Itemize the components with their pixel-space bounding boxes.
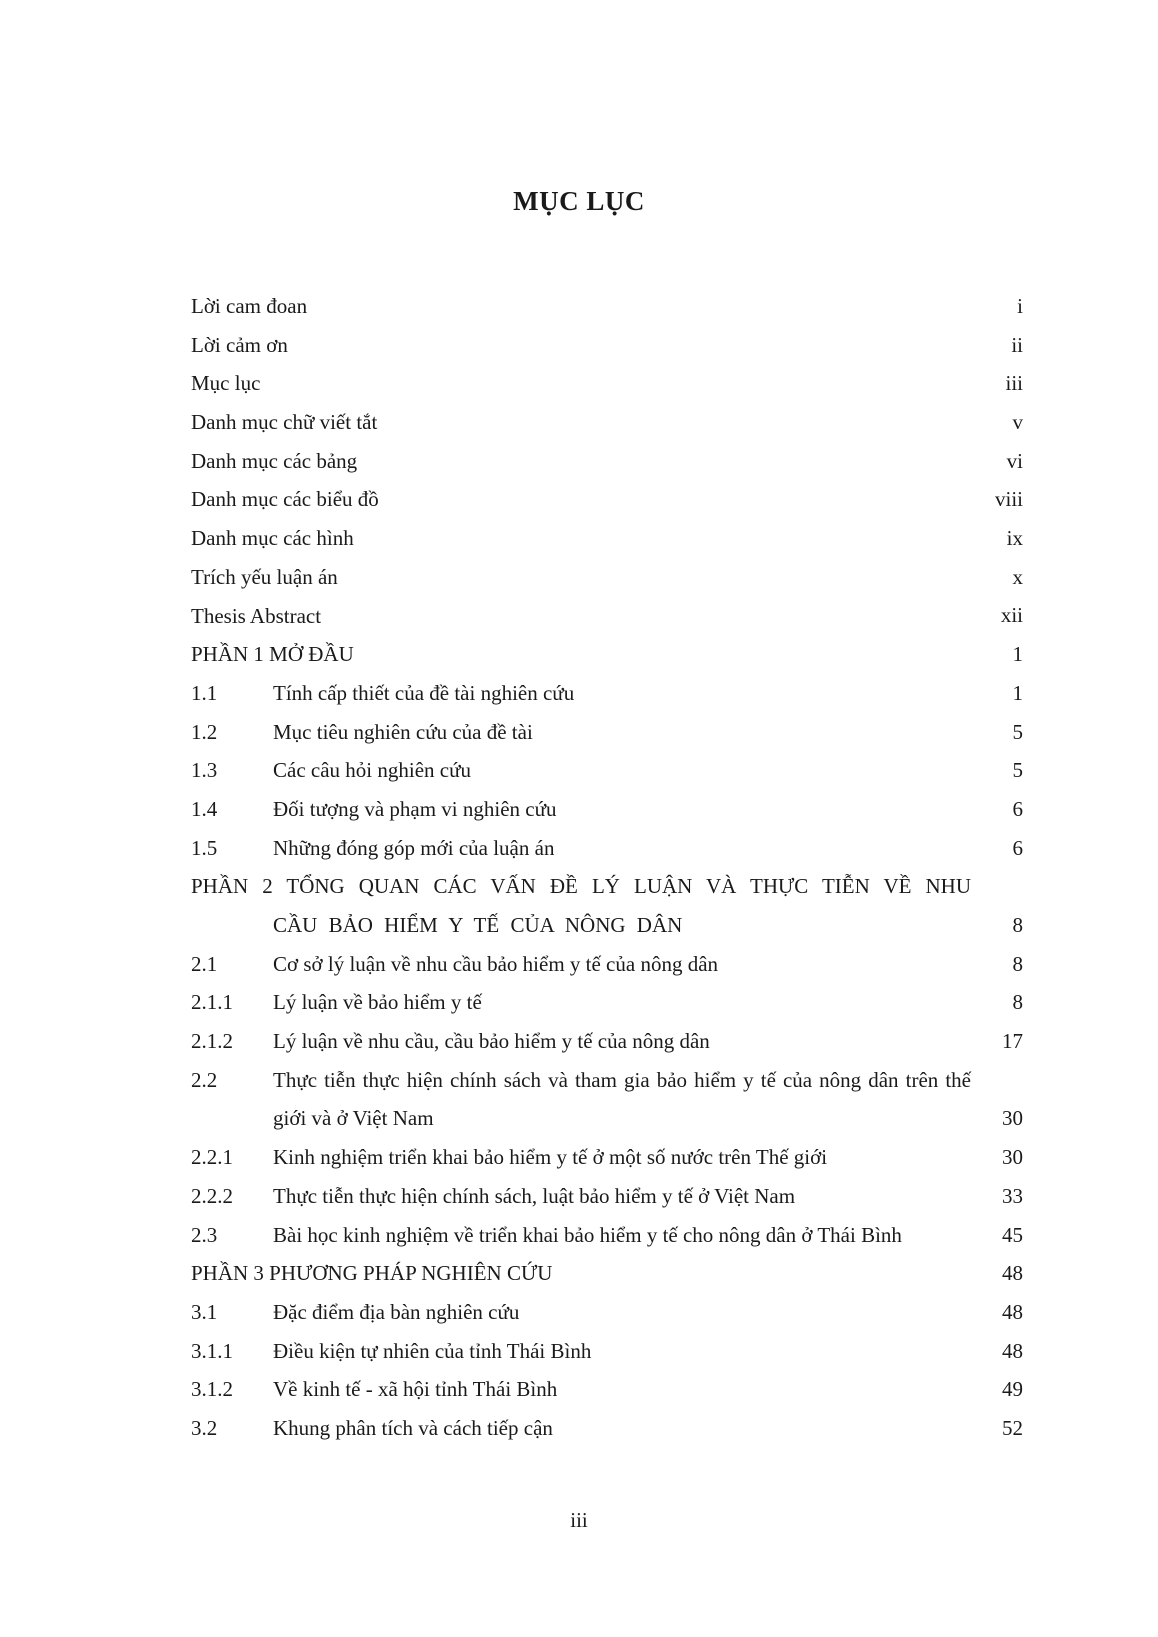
toc-entry-page: 8: [1012, 913, 1023, 938]
toc-entry-page: 33: [1002, 1183, 1023, 1208]
toc-entry-text: Khung phân tích và cách tiếp cận: [273, 1416, 553, 1440]
toc-entry: [191, 713, 1023, 752]
toc-entry: [191, 519, 1023, 558]
toc-entry: [191, 597, 1023, 636]
toc-entry-text: Mục lục: [191, 371, 261, 396]
toc-entry: [191, 326, 1023, 365]
toc-entry-number: 2.2.1: [191, 1145, 233, 1170]
toc-entry: [191, 1138, 1023, 1177]
toc-entry-page: 6: [1012, 796, 1023, 821]
toc-entry-text: Trích yếu luận án: [191, 564, 338, 589]
toc-entry-number: 2.1.2: [191, 1029, 233, 1054]
toc-entry-text: Cơ sở lý luận về nhu cầu bảo hiểm y tế của nông dân: [273, 951, 719, 976]
toc-entry-text: Lý luận về nhu cầu, cầu bảo hiểm y tế của nông dân: [273, 1029, 710, 1054]
toc-entry: [191, 364, 1023, 403]
toc-part-heading: [191, 867, 1023, 944]
toc-entry-page: v: [1012, 410, 1023, 435]
toc-entry: [191, 403, 1023, 442]
toc-entry-text: Đối tượng và phạm vi nghiên cứu: [273, 796, 557, 821]
toc-entry-page: viii: [994, 487, 1023, 512]
toc-entry: [191, 1177, 1023, 1216]
toc-entry-text: Lời cam đoan: [191, 294, 308, 318]
toc-entry: [191, 829, 1023, 868]
toc-entry: [191, 558, 1023, 597]
toc-entry-number: 2.2: [191, 1067, 218, 1092]
toc-entry-number: 3.1.1: [191, 1338, 233, 1363]
toc-entry-text: PHẦN 2 TỔNG QUAN CÁC VẤN ĐỀ LÝ LUẬN VÀ THỰC TIỄN VỀ NHU CẦU BẢO HIỂM Y TẾ CỦA NÔNG DÂN: [191, 874, 971, 938]
toc-entry-text: Những đóng góp mới của luận án: [273, 835, 555, 860]
toc-entry-text: Thực tiễn thực hiện chính sách và tham gia bảo hiểm y tế của nông dân trên thế giới và ở Việt Nam: [273, 1067, 971, 1131]
toc-entry-text: PHẦN 1 MỞ ĐẦU: [191, 642, 354, 667]
toc-entry-page: 6: [1012, 835, 1023, 860]
toc-entry: [191, 1061, 1023, 1138]
toc-entry-page: 49: [1002, 1377, 1023, 1402]
toc-entry-number: 3.2: [191, 1416, 218, 1440]
toc-entry-text: Bài học kinh nghiệm về triển khai bảo hiểm y tế cho nông dân ở Thái Bình: [273, 1222, 902, 1247]
toc-entry: [191, 945, 1023, 984]
toc-entry-page: 8: [1012, 990, 1023, 1015]
toc-entry: [191, 442, 1023, 481]
toc-part-heading: [191, 1254, 1023, 1293]
toc-entry-page: i: [1017, 293, 1023, 318]
toc-entry-text: Lời cảm ơn: [191, 332, 288, 357]
toc-entry: [191, 287, 1023, 326]
toc-entry: [191, 674, 1023, 713]
toc-entry: [191, 1022, 1023, 1061]
toc-entry-page: ix: [1006, 526, 1023, 551]
toc-entry-number: 2.2.2: [191, 1183, 233, 1208]
toc-entry-text: Tính cấp thiết của đề tài nghiên cứu: [273, 680, 575, 705]
toc-entry-number: 2.3: [191, 1222, 218, 1247]
toc-entry-text: Đặc điểm địa bàn nghiên cứu: [273, 1299, 520, 1324]
toc-entry-number: 1.5: [191, 835, 218, 860]
toc-entry-page: 48: [1002, 1338, 1023, 1363]
toc-entry-page: 52: [1002, 1415, 1023, 1440]
toc-entry-page: 17: [1002, 1029, 1023, 1054]
toc-entry-text: Về kinh tế - xã hội tỉnh Thái Bình: [273, 1377, 558, 1402]
toc-entry-page: 5: [1012, 758, 1023, 783]
toc-entry-page: 1: [1012, 642, 1023, 667]
toc-entry: [191, 751, 1023, 790]
toc-entry-number: 2.1: [191, 951, 218, 976]
toc-entry-number: 3.1.2: [191, 1377, 233, 1402]
toc-entry-page: x: [1012, 564, 1023, 589]
toc-entry-page: 30: [1002, 1145, 1023, 1170]
toc-entry: [191, 790, 1023, 829]
toc-entry-number: 1.4: [191, 796, 218, 821]
toc-entry-number: 2.1.1: [191, 990, 233, 1015]
toc-entry-page: ii: [1011, 332, 1023, 357]
toc-entry-page: 48: [1002, 1299, 1023, 1324]
toc-entry-page: 45: [1002, 1222, 1023, 1247]
toc-entry-text: Điều kiện tự nhiên của tỉnh Thái Bình: [273, 1338, 592, 1363]
toc-entry-page: 5: [1012, 719, 1023, 744]
toc-entry-page: iii: [1005, 371, 1023, 396]
toc-entry-page: 8: [1012, 951, 1023, 976]
toc-entry: [191, 1293, 1023, 1332]
toc-entry-number: 1.1: [191, 680, 218, 705]
page-number: iii: [570, 1508, 588, 1532]
toc-entry-text: PHẦN 3 PHƯƠNG PHÁP NGHIÊN CỨU: [191, 1261, 553, 1286]
toc-entry-text: Danh mục các bảng: [191, 448, 358, 473]
page-title: MỤC LỤC: [513, 186, 645, 216]
toc-entry-text: Mục tiêu nghiên cứu của đề tài: [273, 719, 533, 744]
toc-entry-text: Thực tiễn thực hiện chính sách, luật bảo hiểm y tế ở Việt Nam: [273, 1183, 796, 1208]
toc-entry-number: 1.3: [191, 758, 218, 783]
toc-entry: [191, 983, 1023, 1022]
toc-entry: [191, 1332, 1023, 1371]
toc-entry-page: 30: [1002, 1106, 1023, 1131]
toc-entry-page: 1: [1012, 680, 1023, 705]
toc-entry: [191, 1409, 1023, 1448]
toc-entry-text: Danh mục các hình: [191, 526, 354, 551]
toc-entry-number: 3.1: [191, 1299, 218, 1324]
toc-entry-page: xii: [1000, 603, 1023, 628]
toc-entry: [191, 1216, 1023, 1255]
toc-part-heading: [191, 635, 1023, 674]
toc-entry-page: vi: [1006, 448, 1023, 473]
toc-entry-text: Thesis Abstract: [191, 603, 322, 628]
toc-entry-text: Danh mục chữ viết tắt: [191, 410, 378, 435]
toc-entry: [191, 1370, 1023, 1409]
toc-entry-text: Kinh nghiệm triển khai bảo hiểm y tế ở một số nước trên Thế giới: [273, 1145, 828, 1170]
toc-entry: [191, 480, 1023, 519]
toc-entry-text: Danh mục các biểu đồ: [191, 487, 379, 512]
toc-entry-page: 48: [1002, 1261, 1023, 1286]
toc-entry-text: Các câu hỏi nghiên cứu: [273, 758, 471, 783]
toc-entry-number: 1.2: [191, 719, 218, 744]
table-of-contents: [191, 287, 1023, 1448]
toc-entry-text: Lý luận về bảo hiểm y tế: [273, 990, 482, 1015]
